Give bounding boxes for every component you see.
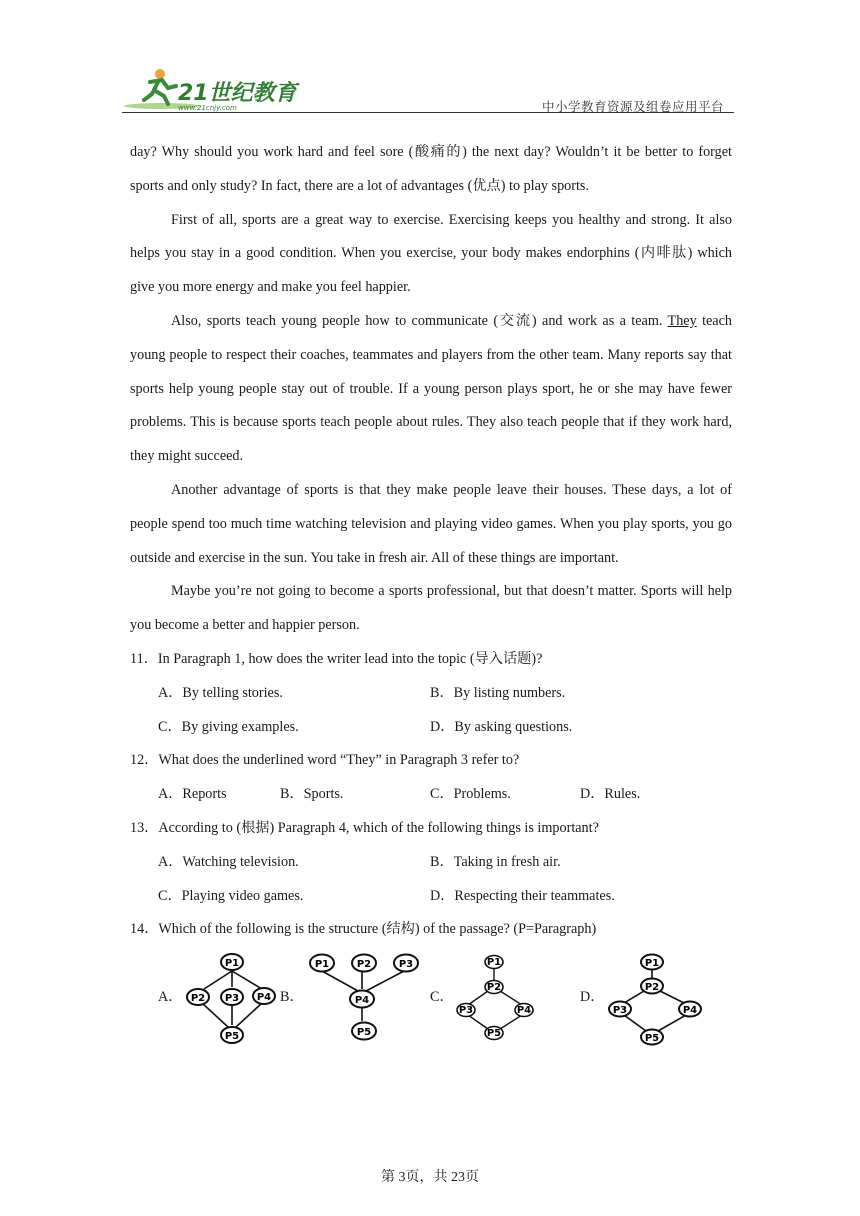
option-a: A．By telling stories. xyxy=(158,684,283,701)
node-p3: P3 xyxy=(224,993,240,1005)
document-body xyxy=(130,136,732,1051)
option-a: A．Reports xyxy=(158,786,227,803)
node-p3: P3 xyxy=(398,959,414,971)
options-row xyxy=(130,880,732,914)
node-p2: P2 xyxy=(190,993,206,1005)
option-d: D． xyxy=(580,989,605,1006)
logo-text: 21世纪教育 xyxy=(178,81,297,106)
node-p2: P2 xyxy=(356,959,372,971)
page-header xyxy=(122,62,734,112)
structure-options xyxy=(130,951,732,1051)
node-p5: P5 xyxy=(644,1033,660,1045)
option-d: D．Rules. xyxy=(580,786,641,803)
node-p2: P2 xyxy=(644,982,660,994)
option-a: A． xyxy=(158,989,183,1006)
paragraph-3-rest: teach young people to respect their coaches, teammates and players from the other team. Many reports say that sports help young people stay out of trouble. If a young person plays sport, he or she may have fewer problems. This is because sports teach people about rules. They also teach people that if they work hard, they might succeed. xyxy=(130,312,732,465)
option-b: B．Taking in fresh air. xyxy=(430,853,561,870)
node-p1: P1 xyxy=(486,957,502,969)
question-11 xyxy=(130,643,732,744)
node-p1: P1 xyxy=(224,958,240,970)
paragraph-3-start: Also, sports teach young people how to communicate (交流) and work as a team. xyxy=(171,312,668,329)
node-p1: P1 xyxy=(314,959,330,971)
options-row xyxy=(130,677,732,711)
question-stem: 12．What does the underlined word “They” in Paragraph 3 refer to? xyxy=(130,752,520,769)
option-c: C． xyxy=(430,989,454,1006)
underlined-word-they: They xyxy=(667,312,697,329)
paragraph-1-continued: day? Why should you work hard and feel sore (酸痛的) the next day? Wouldn’t it be better to forget sports and only study? In fact, there are a lot of advantages (优点) to play sports. xyxy=(130,144,732,194)
node-p4: P4 xyxy=(516,1005,532,1017)
node-p5: P5 xyxy=(356,1027,372,1039)
structure-diagram-b xyxy=(302,951,424,1049)
node-p1: P1 xyxy=(644,958,660,970)
site-name: 中小学教育资源及组卷应用平台 xyxy=(541,99,724,114)
node-p2: P2 xyxy=(486,982,502,994)
options-row xyxy=(130,778,732,812)
option-d: D．Respecting their teammates. xyxy=(430,887,615,904)
node-p5: P5 xyxy=(486,1028,502,1040)
structure-diagram-a xyxy=(182,951,282,1049)
node-p4: P4 xyxy=(682,1005,698,1017)
option-a: A．Watching television. xyxy=(158,853,299,870)
structure-diagram-c xyxy=(452,951,542,1049)
option-b: B． xyxy=(280,989,304,1006)
paragraph-2: First of all, sports are a great way to exercise. Exercising keeps you healthy and strong. It also helps you stay in a good condition. When you exercise, your body makes endorphins (内啡肽) which give you more energy and make you feel happier. xyxy=(130,211,732,296)
structure-diagram-d xyxy=(600,951,712,1049)
question-14 xyxy=(130,913,732,1051)
paragraph-5: Maybe you’re not going to become a sports professional, but that doesn’t matter. Sports will help you become a better and happier person. xyxy=(130,583,732,634)
option-d: D．By asking questions. xyxy=(430,718,573,735)
header-rule xyxy=(122,112,734,113)
runner-icon xyxy=(144,69,176,104)
logo-url: www.21cnjy.com xyxy=(178,104,237,112)
node-p4: P4 xyxy=(256,992,272,1004)
question-stem: 13．According to (根据) Paragraph 4, which of the following things is important? xyxy=(130,819,599,836)
option-b: B．Sports. xyxy=(280,786,344,803)
node-p5: P5 xyxy=(224,1031,240,1043)
node-p4: P4 xyxy=(354,995,370,1007)
question-stem: 14．Which of the following is the structure (结构) of the passage? (P=Paragraph) xyxy=(130,921,597,938)
option-c: C．By giving examples. xyxy=(158,718,299,735)
logo xyxy=(122,62,322,112)
page-number: 第 3页，共 23页 xyxy=(381,1170,479,1185)
paragraph-4: Another advantage of sports is that they make people leave their houses. These days, a lot of people spend too much time watching television and playing video games. When you play sports, you go outside and exercise in the sun. You take in fresh air. All of these things are important. xyxy=(130,481,732,566)
question-stem: 11．In Paragraph 1, how does the writer lead into the topic (导入话题)? xyxy=(130,650,543,667)
node-p3: P3 xyxy=(612,1005,628,1017)
option-c: C．Problems. xyxy=(430,786,511,803)
paragraph-3 xyxy=(130,305,732,474)
options-row xyxy=(130,846,732,880)
option-b: B．By listing numbers. xyxy=(430,684,566,701)
question-12 xyxy=(130,744,732,812)
options-row xyxy=(130,711,732,745)
question-13 xyxy=(130,812,732,913)
node-p3: P3 xyxy=(458,1005,474,1017)
option-c: C．Playing video games. xyxy=(158,887,304,904)
